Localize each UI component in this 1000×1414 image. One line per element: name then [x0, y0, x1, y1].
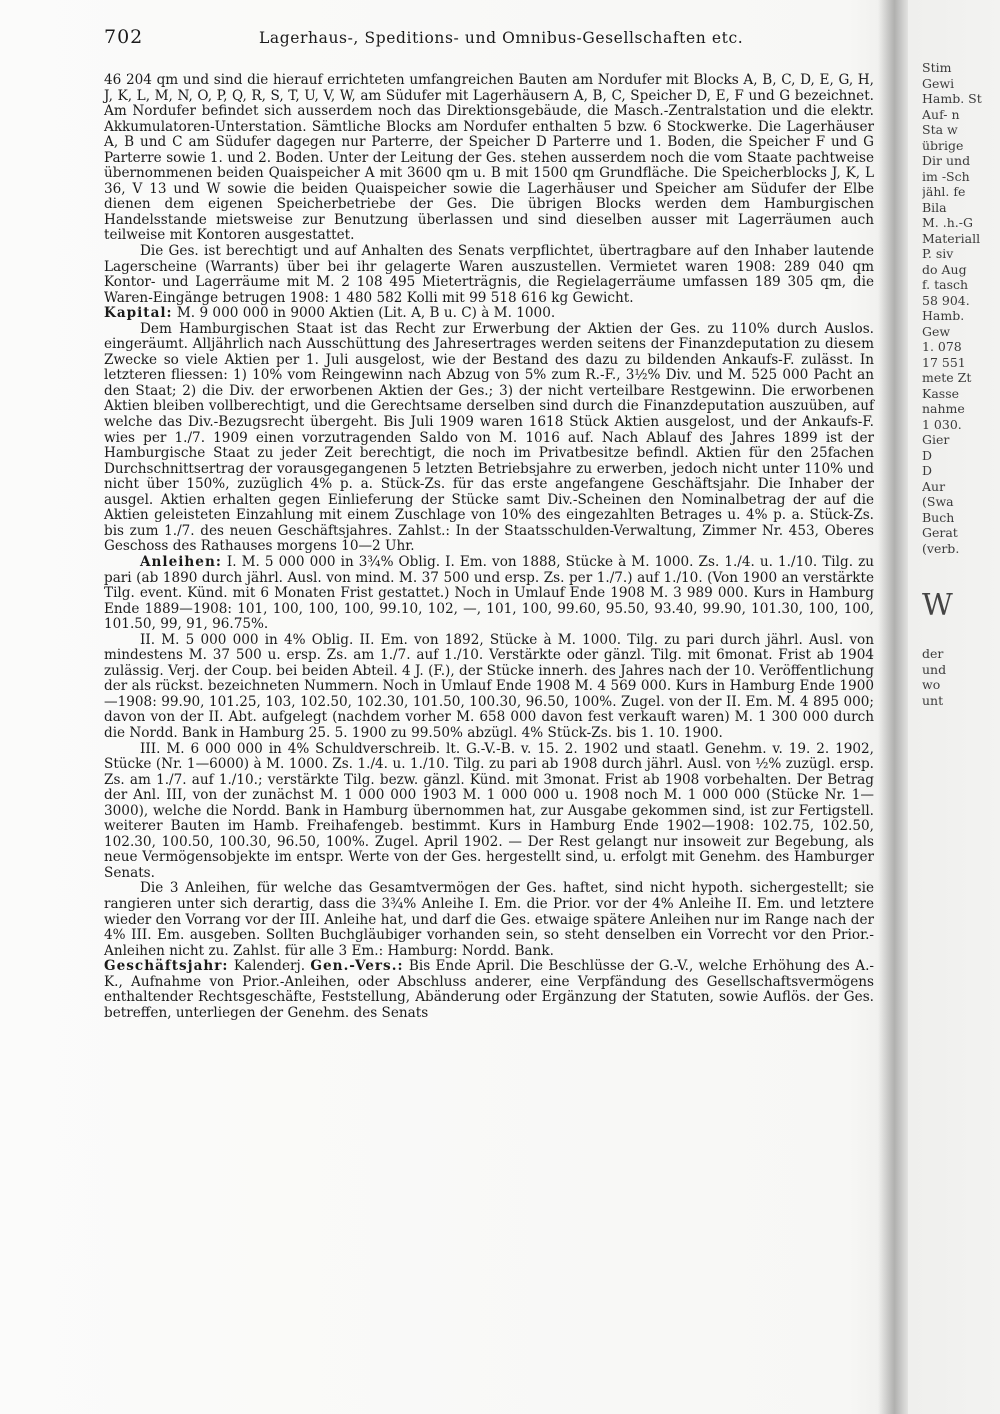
- adjacent-page-line: Bila: [922, 199, 947, 215]
- adjacent-page-line: Stim: [922, 60, 952, 75]
- adjacent-page-line: Buch: [922, 509, 955, 525]
- adjacent-page-line: Auf- n: [922, 106, 960, 122]
- adjacent-page-line: Sta w: [922, 122, 958, 137]
- adjacent-page-line: Gerat: [922, 525, 958, 540]
- section-label: Geschäftsjahr:: [104, 958, 229, 975]
- adjacent-page-line: jähl. fe: [922, 184, 966, 199]
- adjacent-page-line: D: [922, 447, 933, 463]
- paragraph-text: 46 204 qm und sind die hierauf errichteten umfangreichen Bauten am Nordufer mit Blocks A, B, C, D, E, G, H, J, K, L, M, N, O, P, Q, R, S, T, U, V, W, am Südufer mit Lagerhäusern A, B, C, Speicher D, E, F und G bezeichnet. Am Nordufer befindet sich ausserdem noch das Direktionsgebäude, die Masch.-Zentralstation und die elektr. Akkumulatoren-Unterstation. Sämtliche Blocks am Nordufer enthalten 5 bzw. 6 Stockwerke. Die Lagerhäuser A, B und C am Südufer dagegen nur Parterre, der Speicher D Parterre und 1. Boden, die Speicher F und G Parterre sowie 1. und 2. Boden. Unter der Leitung der Ges. stehen ausserdem noch die vom Staate pachtweise übernommenen beiden Quaispeicher A mit 3600 qm u. B mit 1500 qm Grundfläche. Die Speicherblocks J, K, L 36, V 13 und W sowie die beiden Quaispeicher sowie die Lagerhäuser und Speicher am Südufer der Elbe dienen dem eigenen Speicherbetriebe der Ges. Die übrigen Blocks werden dem Hamburgischen Handelsstande mietsweise zur Benutzung überlassen und sind dieselben ausser mit Lagerräumen auch teilweise mit Kontoren ausgestattet.: [104, 72, 874, 244]
- running-title: Lagerhaus-, Speditions- und Omnibus-Gesellschaften etc.: [259, 29, 744, 47]
- adjacent-page-line: M. .h.-G: [922, 215, 973, 230]
- adjacent-page-line: nahme: [922, 401, 965, 416]
- adjacent-page-line: 1. 078: [922, 339, 962, 354]
- paragraph-text: Die Ges. ist berechtigt und auf Anhalten des Senats verpflichtet, übertragbare auf den Inhaber lautende Lagerscheine (Warrants) über bei ihr gelagerte Waren auszustellen. Vermietet waren 1908: 289 040 qm Kontor- und Lagerräume mit M. 2 108 495 Mieterträgnis, die Regielagerräume umfassen 189 305 qm, die Waren-Eingänge betrugen 1908: 1 480 582 Kolli mit 99 518 616 kg Gewicht.: [104, 243, 874, 306]
- page-gutter-shadow: [878, 0, 908, 1414]
- section-label: Anleihen:: [140, 553, 222, 570]
- adjacent-page-line: wo: [922, 677, 941, 692]
- paragraph-text: Dem Hamburgischen Staat ist das Recht zur Erwerbung der Aktien der Ges. zu 110% durch Auslos. eingeräumt. Alljährlich nach Ausschüttung des Jahresertrages werden seitens der Finanzdeputation zu diesem Zwecke so viele Aktien per 1. Juli ausgelost, wie der Bestand des dazu zu bildenden Ankaufs-F. zulässt. In letzteren fliessen: 1) 10% vom Reingewinn nach Abzug von 5% zum R.-F., 3½% Div. und M. 525 000 Pacht an den Staat; 2) die Div. der erworbenen Aktien der Ges.; 3) der nicht verteilbare Restgewinn. Die erworbenen Aktien bleiben vollberechtigt, und die Gerechtsame derselben sind durch die Finanzdeputation auszuüben, auf welche das Div.-Bezugsrecht übergeht. Bis Juli 1909 waren 1618 Stück Aktien ausgelost, und der Ankaufs-F. wies per 1./7. 1909 einen vorzutragenden Saldo von M. 1016 auf. Nach Ablauf des Jahres 1899 ist der Hamburgische Staat zu jeder Zeit berechtigt, die noch im Privatbesitze befindl. Aktien für den 25fachen Durchschnittsertrag der vorausgegangenen 5 letzten Betriebsjahre zu erwerben, jedoch nicht unter 110% und nicht über 150%, zuzüglich 4% p. a. Stück-Zs. für das erste angefangene Geschäftsjahr. Die Inhaber der ausgel. Aktien erhalten gegen Einlieferung der Stücke samt Div.-Scheinen den Nominalbetrag der auf die Aktien geleisteten Einzahlung mit einem Zuschlage von 10% des eingezahlten Betrages u. 4% p. a. Stück-Zs. bis zum 1./7. des neuen Geschäftsjahres. Zahlst.: In der Staatsschulden-Verwaltung, Zimmer Nr. 453, Oberes Geschoss des Rathauses morgens 10—2 Uhr.: [104, 320, 874, 555]
- section-label: Kapital:: [104, 305, 173, 322]
- paragraph-text: I. M. 5 000 000 in 3¾% Oblig. I. Em. von 1888, Stücke à M. 1000. Zs. 1./4. u. 1./10. Tilg. zu pari (ab 1890 durch jährl. Ausl. von mind. M. 37 500 und ersp. Zs. per 1./7.) auf 1./10. (Von 1900 an verstärkte Tilg. event. Künd. mit 6 Monaten Frist gestattet.) Noch in Umlauf Ende 1908 M. 3 989 000. Kurs in Hamburg Ende 1889—1908: 101, 100, 100, 100, 99.10, 102, —, 101, 100, 99.60, 95.50, 93.40, 99.90, 101.30, 100, 100, 101.50, 99, 91, 96.75%.: [104, 553, 874, 633]
- adjacent-page-line: Hamb.: [922, 308, 965, 323]
- adjacent-page-line: Kasse: [922, 385, 960, 401]
- adjacent-page-line: Dir und: [922, 153, 971, 168]
- adjacent-page-line: 58 904.: [922, 292, 970, 308]
- body-paragraph: [104, 306, 874, 322]
- adjacent-page-line: übrige: [922, 137, 964, 153]
- adjacent-page-fragment: [922, 60, 1000, 1400]
- adjacent-page-line: mete Zt: [922, 370, 972, 385]
- section-label: Gen.-Vers.:: [310, 958, 404, 975]
- adjacent-page-line: und: [922, 661, 947, 677]
- adjacent-page-line: Materiall: [922, 230, 981, 246]
- adjacent-page-line: Hamb. St: [922, 91, 982, 106]
- adjacent-page-line: Gier: [922, 432, 950, 447]
- paragraph-text: M. 9 000 000 in 9000 Aktien (Lit. A, B u. C) à M. 1000.: [176, 305, 556, 322]
- page-body: [104, 73, 874, 1021]
- adjacent-page-line: (verb.: [922, 540, 960, 556]
- adjacent-page-line: do Aug: [922, 261, 967, 277]
- body-paragraph: [104, 742, 874, 882]
- body-paragraph: [104, 244, 874, 306]
- adjacent-page-line: 17 551: [922, 354, 966, 370]
- adjacent-page-line: 1 030.: [922, 416, 962, 432]
- body-paragraph: [104, 959, 874, 1021]
- adjacent-page-line: f. tasch: [922, 277, 969, 292]
- page-header: [104, 26, 884, 56]
- page-number: 702: [104, 26, 144, 48]
- adjacent-page-line: im -Sch: [922, 168, 970, 184]
- adjacent-page-line: D: [922, 463, 933, 478]
- body-paragraph: [104, 555, 874, 633]
- adjacent-page-line: W: [922, 588, 953, 623]
- adjacent-page-line: (Swa: [922, 494, 954, 509]
- adjacent-page-line: Gewi: [922, 75, 955, 91]
- adjacent-page-line: P. siv: [922, 246, 954, 261]
- adjacent-page-line: Gew: [922, 323, 951, 339]
- paragraph-text: III. M. 6 000 000 in 4% Schuldverschreib. lt. G.-V.-B. v. 15. 2. 1902 und staatl. Genehm. v. 19. 2. 1902, Stücke (Nr. 1—6000) à M. 1000. Zs. 1./4. u. 1./10. Tilg. zu pari ab 1908 durch jährl. Ausl. von ½% zuzügl. ersp. Zs. am 1./7. auf 1./10.; verstärkte Tilg. bezw. gänzl. Künd. mit 3monat. Frist ab 1908 vorbehalten. Der Betrag der Anl. III, von der zunächst M. 1 000 000 1903 M. 1 000 000 u. 1908 noch M. 1 000 000 (Stücke Nr. 1—3000), welche die Nordd. Bank in Hamburg übernommen hat, zur Ausgabe gekommen sind, ist zur Fertigstell. weiterer Bauten im Hamb. Freihafengeb. bestimmt. Kurs in Hamburg Ende 1902—1908: 102.75, 102.50, 102.30, 100.50, 100.30, 96.50, 100%. Zugel. April 1902. — Der Rest gelangt nur insoweit zur Begebung, als neue Vermögensobjekte im entspr. Werte von der Ges. hergestellt sind, u. erfolgt mit Genehm. des Hamburger Senats.: [104, 740, 874, 881]
- paragraph-text: Die 3 Anleihen, für welche das Gesamtvermögen der Ges. haftet, sind nicht hypoth. sichergestellt; sie rangieren unter sich derartig, dass die 3¾% Anleihe I. Em. die Prior. vor der 4% Anleihe II. Em. und letztere wieder den Vorrang vor der III. Anleihe hat, und darf die Ges. etwaige spätere Anleihen nur im Range nach der 4% III. Em. ausgeben. Sollten Buchgläubiger vorhanden sein, so steht denselben ein Vorrecht vor den Prior.-Anleihen nicht zu. Zahlst. für alle 3 Em.: Hamburg: Nordd. Bank.: [104, 880, 874, 959]
- body-paragraph: [104, 633, 874, 742]
- body-paragraph: [104, 73, 874, 244]
- body-paragraph: [104, 322, 874, 555]
- paragraph-text: Bis Ende April. Die Beschlüsse der G.-V., welche Erhöhung des A.-K., Aufnahme von Prior.-Anleihen, oder Abschluss anderer, eine Verpfändung des Gesellschaftsvermögens enthaltender Rechtsgeschäfte, Feststellung, Abänderung oder Ergänzung der Statuten, sowie Auflös. der Ges. betreffen, unterliegen der Genehm. des Senats: [104, 958, 875, 1021]
- adjacent-page-line: unt: [922, 692, 944, 708]
- paragraph-text: Kalenderj.: [233, 958, 311, 975]
- adjacent-page-line: Aur: [922, 478, 946, 494]
- paragraph-text: II. M. 5 000 000 in 4% Oblig. II. Em. von 1892, Stücke à M. 1000. Tilg. zu pari durch jährl. Ausl. von mindestens M. 37 500 u. ersp. Zs. am 1./7. auf 1./10. Verstärkte oder gänzl. Tilg. mit 6monat. Frist ab 1904 zulässig. Verj. der Coup. bei beiden Abteil. 4 J. (F.), der Stücke innerh. des Jahres nach der 10. Veröffentlichung der als rückst. bezeichneten Nummern. Noch in Umlauf Ende 1908 M. 4 569 000. Kurs in Hamburg Ende 1900—1908: 99.90, 101.25, 103, 102.50, 102.30, 101.50, 100.30, 96.50, 100%. Zugel. von der II. Em. M. 4 895 000; davon von der II. Abt. aufgelegt (nachdem vorher M. 658 000 davon fest verkauft waren) M. 1 300 000 durch die Nordd. Bank in Hamburg 25. 5. 1900 zu 99.50% abzügl. 4% Stück-Zs. bis 1. 10. 1900.: [104, 631, 874, 741]
- body-paragraph: [104, 881, 874, 959]
- adjacent-page-line: der: [922, 646, 944, 661]
